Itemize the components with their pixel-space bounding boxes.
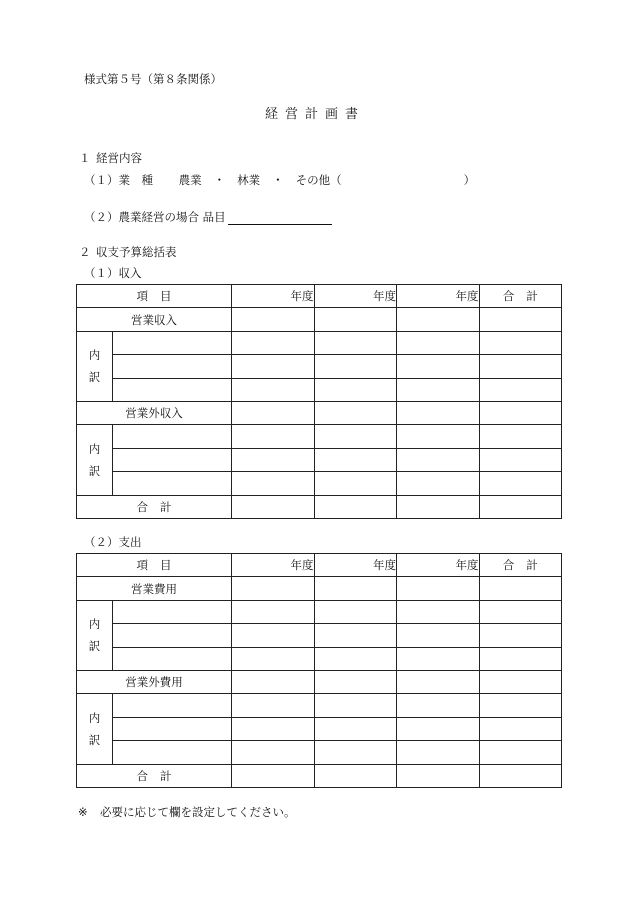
table-cell[interactable] — [397, 448, 480, 471]
table-cell[interactable] — [479, 472, 562, 495]
business-type-line — [84, 172, 475, 188]
table-cell[interactable] — [232, 600, 315, 623]
table-row — [77, 624, 562, 647]
crop-label: （２）農業経営の場合 品目 — [84, 210, 226, 224]
table-cell[interactable] — [397, 472, 480, 495]
table-cell[interactable] — [479, 495, 562, 518]
table-cell[interactable] — [479, 764, 562, 787]
table-cell[interactable] — [314, 308, 397, 331]
table-cell[interactable] — [479, 401, 562, 424]
table-row — [77, 670, 562, 693]
header-year: 年度 — [232, 554, 315, 577]
table-cell[interactable] — [479, 331, 562, 354]
expense-table — [76, 553, 562, 788]
form-number: 様式第５号（第８条関係） — [84, 72, 222, 86]
table-row — [77, 331, 562, 354]
table-row — [77, 577, 562, 600]
option-agriculture: 農業 — [178, 173, 202, 187]
table-row — [77, 694, 562, 717]
table-cell[interactable] — [232, 401, 315, 424]
table-cell[interactable] — [397, 577, 480, 600]
table-row — [77, 647, 562, 670]
table-total-row — [77, 764, 562, 787]
table-total-row — [77, 495, 562, 518]
group-label-non-operating-income: 営業外収入 — [77, 401, 232, 424]
header-year: 年度 — [314, 285, 397, 308]
header-year: 年度 — [314, 554, 397, 577]
table-cell[interactable] — [314, 694, 397, 717]
table-cell[interactable] — [232, 425, 315, 448]
total-label: 合計 — [77, 495, 232, 518]
table-cell[interactable] — [479, 355, 562, 378]
header-item: 項目 — [77, 285, 232, 308]
table-row — [77, 717, 562, 740]
group-label-operating-income: 営業収入 — [77, 308, 232, 331]
total-label: 合計 — [77, 764, 232, 787]
table-cell[interactable] — [113, 694, 232, 717]
table-cell[interactable] — [314, 331, 397, 354]
table-cell[interactable] — [397, 647, 480, 670]
table-cell[interactable] — [314, 577, 397, 600]
section1-number: １ — [79, 151, 91, 165]
table-cell[interactable] — [232, 647, 315, 670]
section1-heading — [79, 150, 142, 166]
table-cell[interactable] — [314, 624, 397, 647]
table-cell[interactable] — [314, 764, 397, 787]
table-cell[interactable] — [479, 717, 562, 740]
table-cell[interactable] — [397, 741, 480, 764]
table-cell[interactable] — [314, 425, 397, 448]
table-cell[interactable] — [479, 647, 562, 670]
header-year: 年度 — [397, 554, 480, 577]
table-cell[interactable] — [479, 308, 562, 331]
table-cell[interactable] — [314, 472, 397, 495]
table-cell[interactable] — [397, 308, 480, 331]
header-year: 年度 — [397, 285, 480, 308]
table-cell[interactable] — [397, 670, 480, 693]
table-cell[interactable] — [397, 624, 480, 647]
table-cell[interactable] — [314, 741, 397, 764]
table-cell[interactable] — [314, 401, 397, 424]
breakdown-label: 内 訳 — [77, 600, 113, 670]
breakdown-label: 内 訳 — [77, 694, 113, 764]
table-cell[interactable] — [479, 600, 562, 623]
table-cell[interactable] — [397, 355, 480, 378]
table-cell[interactable] — [479, 378, 562, 401]
note-mark: ※ — [78, 805, 88, 819]
table-row — [77, 425, 562, 448]
section2-number: ２ — [79, 245, 91, 259]
table-cell[interactable] — [479, 694, 562, 717]
group-label-non-operating-expense: 営業外費用 — [77, 670, 232, 693]
table-cell[interactable] — [113, 355, 232, 378]
breakdown-label: 内 訳 — [77, 331, 113, 401]
table-row — [77, 401, 562, 424]
table-cell[interactable] — [314, 378, 397, 401]
expense-subheading: （２）支出 — [84, 535, 142, 549]
table-cell[interactable] — [397, 331, 480, 354]
table-cell[interactable] — [113, 624, 232, 647]
option-separator: ・ — [272, 173, 284, 187]
table-cell[interactable] — [232, 624, 315, 647]
table-cell[interactable] — [397, 717, 480, 740]
table-cell[interactable] — [232, 472, 315, 495]
section2-title: 収支予算総括表 — [96, 245, 177, 259]
crop-line — [84, 209, 332, 225]
table-cell[interactable] — [113, 717, 232, 740]
table-row — [77, 355, 562, 378]
table-cell[interactable] — [113, 378, 232, 401]
table-cell[interactable] — [479, 425, 562, 448]
group-label-operating-expense: 営業費用 — [77, 577, 232, 600]
table-cell[interactable] — [232, 717, 315, 740]
document-title: 経営計画書 — [264, 107, 365, 122]
table-cell[interactable] — [479, 624, 562, 647]
table-cell[interactable] — [397, 694, 480, 717]
income-table — [76, 284, 562, 519]
table-cell[interactable] — [397, 495, 480, 518]
table-cell[interactable] — [232, 741, 315, 764]
table-cell[interactable] — [314, 448, 397, 471]
table-cell[interactable] — [479, 741, 562, 764]
table-row — [77, 308, 562, 331]
footnote — [78, 804, 296, 820]
table-cell[interactable] — [314, 600, 397, 623]
table-cell[interactable] — [232, 764, 315, 787]
table-cell[interactable] — [113, 741, 232, 764]
table-cell[interactable] — [232, 378, 315, 401]
table-cell[interactable] — [314, 670, 397, 693]
section2-heading — [79, 244, 177, 260]
table-cell[interactable] — [113, 331, 232, 354]
table-cell[interactable] — [113, 425, 232, 448]
header-total: 合計 — [479, 554, 562, 577]
table-cell[interactable] — [314, 647, 397, 670]
table-cell[interactable] — [314, 717, 397, 740]
option-other-close: ） — [463, 173, 476, 187]
table-cell[interactable] — [113, 448, 232, 471]
header-item: 項目 — [77, 554, 232, 577]
option-other: その他（ — [295, 173, 342, 187]
table-row — [77, 378, 562, 401]
option-forestry: 林業 — [237, 173, 261, 187]
table-cell[interactable] — [232, 308, 315, 331]
note-text: 必要に応じて欄を設定してください。 — [100, 805, 296, 819]
crop-field[interactable] — [228, 212, 332, 225]
income-subheading: （１）収入 — [84, 266, 142, 280]
table-row — [77, 600, 562, 623]
breakdown-label: 内 訳 — [77, 425, 113, 495]
table-cell[interactable] — [397, 764, 480, 787]
table-cell[interactable] — [113, 600, 232, 623]
table-row — [77, 448, 562, 471]
table-cell[interactable] — [232, 495, 315, 518]
table-cell[interactable] — [479, 670, 562, 693]
table-cell[interactable] — [314, 495, 397, 518]
table-cell[interactable] — [479, 448, 562, 471]
table-row — [77, 472, 562, 495]
header-year: 年度 — [232, 285, 315, 308]
section1-title: 経営内容 — [96, 151, 142, 165]
table-cell[interactable] — [397, 401, 480, 424]
table-cell[interactable] — [113, 647, 232, 670]
business-type-label: （１）業 種 — [84, 173, 153, 187]
table-cell[interactable] — [113, 472, 232, 495]
table-cell[interactable] — [232, 670, 315, 693]
table-header-row — [77, 285, 562, 308]
table-cell[interactable] — [479, 577, 562, 600]
table-header-row — [77, 554, 562, 577]
table-cell[interactable] — [397, 600, 480, 623]
table-cell[interactable] — [397, 425, 480, 448]
table-cell[interactable] — [314, 355, 397, 378]
table-cell[interactable] — [397, 378, 480, 401]
table-cell[interactable] — [232, 331, 315, 354]
table-cell[interactable] — [232, 694, 315, 717]
table-cell[interactable] — [232, 448, 315, 471]
table-row — [77, 741, 562, 764]
table-cell[interactable] — [232, 355, 315, 378]
table-cell[interactable] — [232, 577, 315, 600]
header-total: 合計 — [479, 285, 562, 308]
option-separator: ・ — [213, 173, 226, 187]
